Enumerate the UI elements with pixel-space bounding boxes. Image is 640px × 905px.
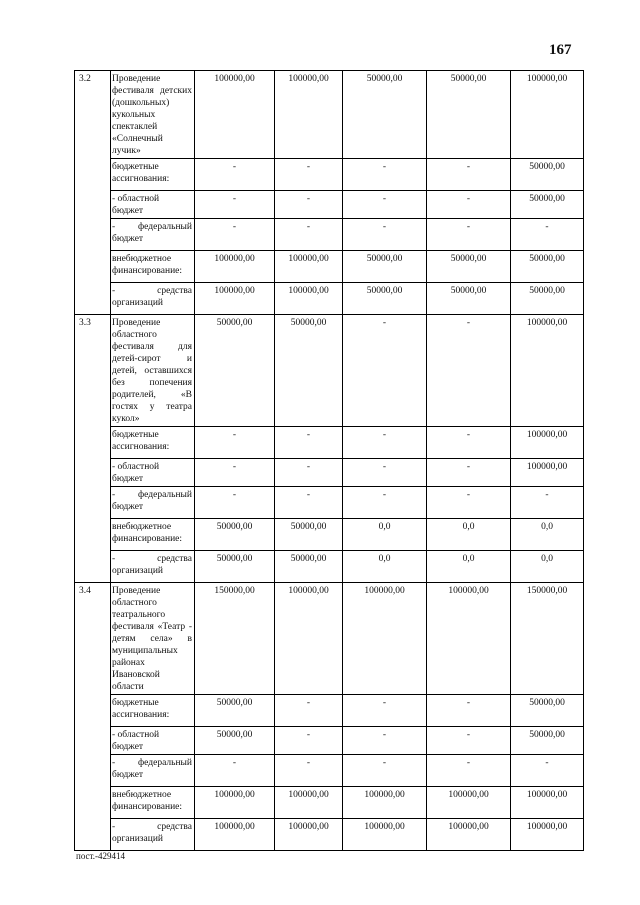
value-cell: 100000,00 [195,787,275,819]
value-cell: - [275,727,343,755]
funding-label [111,695,195,727]
value-cell: 100000,00 [511,459,584,487]
value-cell: - [195,459,275,487]
funding-label [111,459,195,487]
funding-row [75,727,584,755]
funding-row [75,191,584,219]
value-cell: 50000,00 [511,159,584,191]
section-title-line: детей, оставшихся [112,366,192,376]
section-row [75,583,584,695]
funding-label-line: - средства [112,286,192,296]
funding-label [111,251,195,283]
funding-label-line: - областной бюджет [112,194,160,216]
value-cell: 50000,00 [511,191,584,219]
value-cell: 50000,00 [195,695,275,727]
section-title-line: гостях у театра [112,402,192,412]
value-cell: 0,0 [427,519,511,551]
funding-label [111,427,195,459]
value-cell: 50000,00 [511,727,584,755]
section-number: 3.4 [75,583,111,851]
section-title-line: спектаклей [112,122,158,132]
section-title-line: кукол» [112,414,140,424]
section-title-line: Проведение [112,318,161,328]
funding-row [75,219,584,251]
funding-row [75,427,584,459]
value-cell: - [275,695,343,727]
value-cell: - [427,191,511,219]
section-row [75,71,584,159]
value-cell: 100000,00 [511,71,584,159]
value-cell: 50000,00 [195,727,275,755]
value-cell: 50000,00 [195,519,275,551]
funding-label-line: - областной бюджет [112,462,160,484]
value-cell: 100000,00 [511,427,584,459]
section-title-line: муниципальных [112,646,178,656]
section-title-line: Проведение [112,586,161,596]
value-cell: - [427,159,511,191]
value-cell: - [343,695,427,727]
value-cell: - [343,487,427,519]
value-cell: 100000,00 [195,251,275,283]
value-cell: 100000,00 [511,787,584,819]
value-cell: 100000,00 [511,315,584,427]
value-cell: 50000,00 [275,315,343,427]
funding-label [111,819,195,851]
section-title-line: родителей, «В [112,390,192,400]
value-cell: - [195,219,275,251]
funding-label-line: внебюджетное [112,522,172,532]
value-cell: 50000,00 [343,71,427,159]
section-title-line: районах [112,658,145,668]
funding-label-line: финансирование: [112,266,183,276]
funding-row [75,551,584,583]
funding-row [75,159,584,191]
funding-row [75,695,584,727]
value-cell: - [511,487,584,519]
value-cell: - [195,755,275,787]
value-cell: - [343,159,427,191]
value-cell: - [427,487,511,519]
funding-row [75,819,584,851]
funding-row [75,251,584,283]
funding-label-line: организаций [112,566,164,576]
section-title-line: фестиваля «Театр - [112,622,192,632]
funding-label-line: - областной бюджет [112,730,160,752]
funding-label-line: бюджетные [112,430,159,440]
funding-label-line: бюджет [112,502,144,512]
value-cell: 0,0 [427,551,511,583]
section-title-line: области [112,682,144,692]
value-cell: 100000,00 [427,583,511,695]
funding-label [111,191,195,219]
funding-label-line: финансирование: [112,534,183,544]
value-cell: 100000,00 [511,819,584,851]
funding-label-line: ассигнования: [112,174,170,184]
section-number: 3.2 [75,71,111,315]
value-cell: - [511,755,584,787]
funding-label-line: внебюджетное [112,790,172,800]
funding-row [75,283,584,315]
funding-label [111,283,195,315]
page-number: 167 [549,42,572,58]
value-cell: - [343,755,427,787]
funding-label [111,727,195,755]
value-cell: 50000,00 [195,551,275,583]
value-cell: 50000,00 [275,519,343,551]
value-cell: 100000,00 [343,583,427,695]
value-cell: 100000,00 [427,819,511,851]
value-cell: 0,0 [511,519,584,551]
section-title-line: «Солнечный [112,134,163,144]
value-cell: 50000,00 [343,283,427,315]
value-cell: 100000,00 [195,283,275,315]
funding-label [111,551,195,583]
value-cell: 100000,00 [275,583,343,695]
funding-label-line: - средства [112,822,192,832]
section-title-line: лучик» [112,146,141,156]
value-cell: - [427,427,511,459]
value-cell: - [275,159,343,191]
value-cell: - [343,727,427,755]
section-title-line: театрального [112,610,166,620]
funding-label-line: бюджетные [112,162,159,172]
funding-row [75,787,584,819]
value-cell: - [195,159,275,191]
value-cell: 50000,00 [427,71,511,159]
section-title [111,583,195,695]
value-cell: 100000,00 [343,787,427,819]
value-cell: - [343,427,427,459]
funding-label [111,787,195,819]
funding-label-line: - средства [112,554,192,564]
section-row [75,315,584,427]
funding-label-line: бюджетные [112,698,159,708]
value-cell: - [427,219,511,251]
value-cell: 50000,00 [427,251,511,283]
value-cell: - [195,191,275,219]
value-cell: 100000,00 [275,787,343,819]
value-cell: - [275,219,343,251]
funding-label [111,755,195,787]
funding-label-line: - федеральный [112,490,192,500]
value-cell: 50000,00 [511,251,584,283]
value-cell: 100000,00 [275,819,343,851]
funding-label-line: финансирование: [112,802,183,812]
funding-label [111,519,195,551]
value-cell: - [511,219,584,251]
funding-label-line: ассигнования: [112,710,170,720]
value-cell: - [275,755,343,787]
value-cell: - [195,427,275,459]
value-cell: 100000,00 [195,819,275,851]
section-title-line: областного [112,330,157,340]
section-title-line: кукольных [112,110,156,120]
section-number: 3.3 [75,315,111,583]
value-cell: 50000,00 [195,315,275,427]
funding-row [75,487,584,519]
section-title-line: Ивановской [112,670,160,680]
funding-label [111,159,195,191]
funding-label-line: - федеральный [112,758,192,768]
value-cell: - [195,487,275,519]
value-cell: - [427,315,511,427]
value-cell: 50000,00 [427,283,511,315]
funding-row [75,459,584,487]
value-cell: - [427,727,511,755]
funding-label [111,219,195,251]
value-cell: - [275,459,343,487]
value-cell: - [275,191,343,219]
value-cell: 100000,00 [275,251,343,283]
value-cell: 100000,00 [343,819,427,851]
value-cell: 0,0 [343,519,427,551]
value-cell: - [275,427,343,459]
funding-label-line: - федеральный [112,222,192,232]
funding-label-line: организаций [112,834,164,844]
section-title-line: без попечения [112,378,192,388]
footer-doc-id: пост.-429414 [76,851,126,861]
value-cell: - [343,219,427,251]
section-title-line: детям села» в [112,634,192,644]
value-cell: 50000,00 [275,551,343,583]
funding-label-line: бюджет [112,234,144,244]
section-title-line: (дошкольных) [112,98,170,108]
value-cell: 50000,00 [511,283,584,315]
value-cell: 150000,00 [511,583,584,695]
value-cell: - [427,695,511,727]
value-cell: 100000,00 [275,283,343,315]
funding-label-line: организаций [112,298,164,308]
section-title-line: областного [112,598,157,608]
funding-label-line: бюджет [112,770,144,780]
funding-row [75,519,584,551]
value-cell: - [343,459,427,487]
value-cell: 150000,00 [195,583,275,695]
value-cell: 100000,00 [427,787,511,819]
value-cell: 0,0 [343,551,427,583]
section-title [111,315,195,427]
value-cell: - [343,191,427,219]
value-cell: - [427,755,511,787]
funding-label-line: ассигнования: [112,442,170,452]
section-title-line: детей-сирот и [112,354,192,364]
value-cell: - [427,459,511,487]
value-cell: 50000,00 [511,695,584,727]
value-cell: - [343,315,427,427]
section-title-line: Проведение [112,74,161,84]
funding-row [75,755,584,787]
value-cell: 100000,00 [195,71,275,159]
funding-label [111,487,195,519]
value-cell: 50000,00 [343,251,427,283]
value-cell: 0,0 [511,551,584,583]
value-cell: 100000,00 [275,71,343,159]
value-cell: - [275,487,343,519]
section-title-line: фестиваля детских [112,86,192,96]
section-title [111,71,195,159]
section-title-line: фестиваля для [112,342,192,352]
funding-label-line: внебюджетное [112,254,172,264]
budget-table [74,70,584,851]
